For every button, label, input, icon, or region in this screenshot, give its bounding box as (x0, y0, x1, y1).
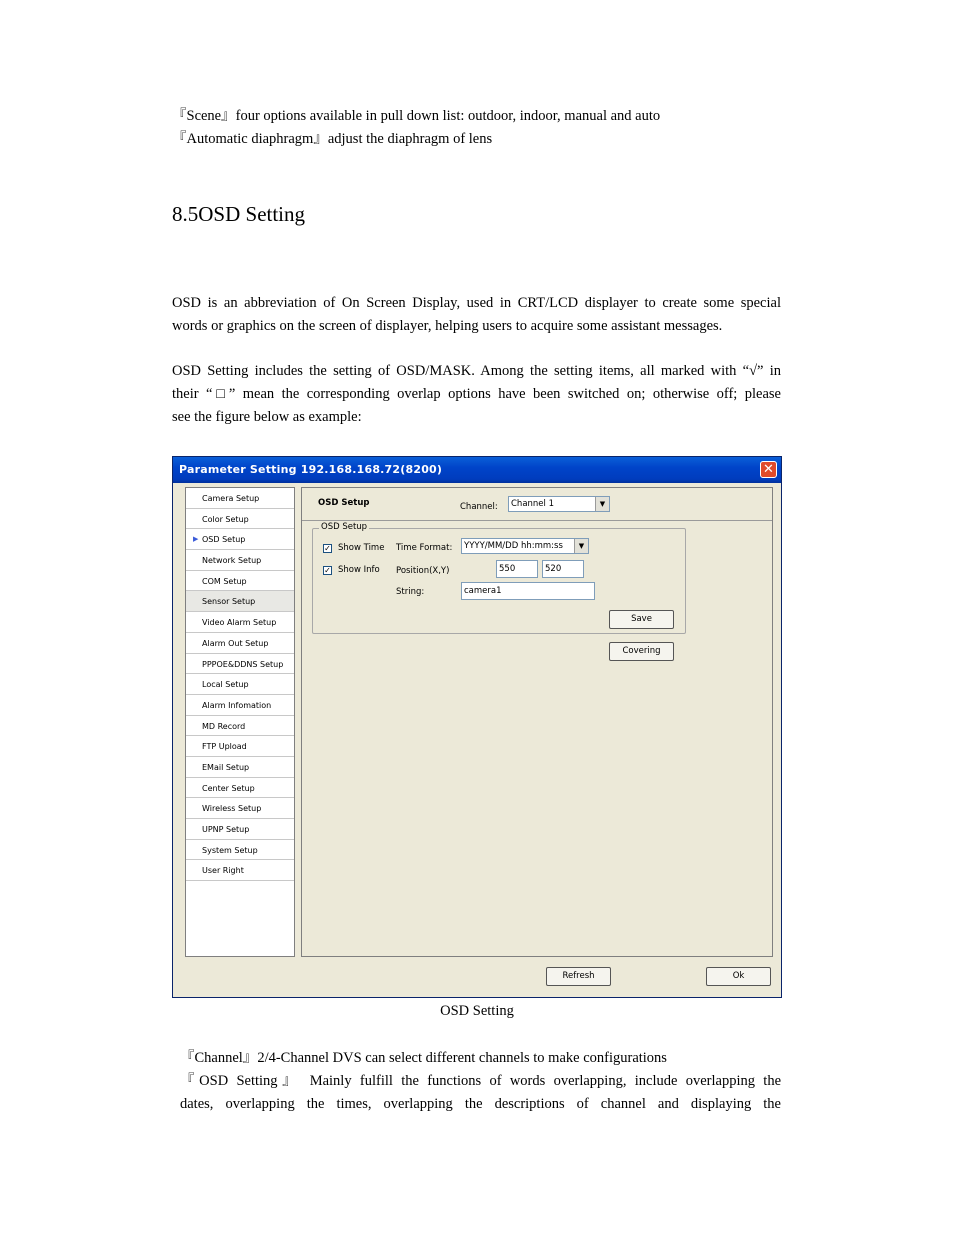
show-info-checkbox[interactable] (323, 566, 332, 575)
show-info-label: Show Info (338, 565, 380, 575)
sidebar-item-label: MD Record (202, 721, 246, 731)
sidebar-item-upnp-setup[interactable] (186, 819, 294, 840)
sidebar-item-label: COM Setup (202, 576, 247, 586)
sidebar-item-pppoe-ddns-setup[interactable] (186, 654, 294, 675)
sidebar-item-sensor-setup[interactable] (186, 591, 294, 612)
channel-description: 『Channel』2/4-Channel DVS can select different channels to make configurations (180, 1050, 667, 1066)
para2-line1: OSD Setting includes the setting of OSD/MASK. Among the setting items, all marked with “√” in (172, 363, 781, 379)
string-value: camera1 (464, 586, 502, 596)
sidebar-item-label: Camera Setup (202, 494, 260, 503)
sidebar-item-local-setup[interactable] (186, 674, 294, 695)
sidebar-item-camera-setup[interactable] (186, 488, 294, 509)
window-title: Parameter Setting 192.168.168.72(8200) (179, 463, 443, 476)
position-label: Position(X,Y) (396, 566, 450, 576)
chevron-down-icon: ▼ (595, 497, 609, 511)
refresh-button[interactable]: Refresh (546, 967, 611, 986)
sidebar-item-label: PPPOE&DDNS Setup (202, 659, 284, 669)
string-label: String: (396, 587, 425, 597)
ok-button[interactable]: Ok (706, 967, 771, 986)
parameter-setting-window (172, 456, 782, 998)
sidebar-item-label: UPNP Setup (202, 825, 250, 834)
time-format-value: YYYY/MM/DD hh:mm:ss (464, 541, 563, 551)
section-title: 8.5OSD Setting (172, 202, 306, 226)
panel-header (302, 488, 772, 521)
selected-arrow-icon: ▶ (193, 535, 199, 544)
diaphragm-line: 『Automatic diaphragm』adjust the diaphragm of lens (172, 131, 493, 147)
sidebar-item-label: Local Setup (202, 680, 249, 690)
sidebar-item-email-setup[interactable] (186, 757, 294, 778)
sidebar-item-center-setup[interactable] (186, 778, 294, 799)
sidebar-item-label: OSD Setup (202, 535, 246, 545)
sidebar-item-label: Network Setup (202, 556, 262, 566)
position-y-input[interactable] (542, 560, 584, 578)
para2-line2: their “□” mean the corresponding overlap options have been switched on; otherwise off; please (172, 386, 781, 402)
position-x-input[interactable] (496, 560, 538, 578)
para1-line2: words or graphics on the screen of displayer, helping users to acquire some assistant messages. (172, 318, 723, 334)
show-time-label: Show Time (338, 543, 385, 553)
sidebar-item-label: Sensor Setup (202, 597, 256, 607)
close-icon: ✕ (763, 462, 774, 477)
para1-line1: OSD is an abbreviation of On Screen Display, used in CRT/LCD displayer to create some special (172, 295, 781, 311)
close-button[interactable] (760, 461, 777, 478)
sidebar-item-network-setup[interactable] (186, 550, 294, 571)
osd-panel (301, 487, 773, 957)
sidebar-item-label: FTP Upload (202, 742, 247, 752)
settings-sidebar (185, 487, 295, 957)
sidebar-item-label: EMail Setup (202, 762, 250, 772)
time-format-label: Time Format: (396, 543, 453, 553)
osd-description-line2: dates, overlapping the times, overlapping the descriptions of channel and displaying the (180, 1096, 781, 1112)
sidebar-item-wireless-setup[interactable] (186, 798, 294, 819)
scene-line: 『Scene』four options available in pull down list: outdoor, indoor, manual and auto (172, 108, 661, 124)
check-icon: ✓ (324, 544, 331, 553)
position-y-value: 520 (545, 564, 562, 574)
save-button[interactable]: Save (609, 610, 674, 629)
show-time-checkbox[interactable] (323, 544, 332, 553)
sidebar-item-label: Color Setup (202, 514, 249, 524)
sidebar-item-label: Center Setup (202, 783, 255, 793)
sidebar-item-label: Video Alarm Setup (202, 618, 277, 628)
panel-title: OSD Setup (318, 498, 370, 508)
covering-button[interactable]: Covering (609, 642, 674, 661)
sidebar-item-label: Alarm Infomation (202, 700, 272, 710)
sidebar-item-alarm-infomation[interactable] (186, 695, 294, 716)
channel-label: Channel: (460, 502, 498, 512)
sidebar-item-ftp-upload[interactable] (186, 736, 294, 757)
sidebar-item-label: Alarm Out Setup (202, 638, 269, 648)
sidebar-item-com-setup[interactable] (186, 571, 294, 592)
para2-line3: see the figure below as example: (172, 409, 362, 425)
sidebar-item-label: System Setup (202, 845, 258, 855)
position-x-value: 550 (499, 564, 516, 574)
sidebar-item-user-right[interactable] (186, 860, 294, 881)
sidebar-item-video-alarm-setup[interactable] (186, 612, 294, 633)
sidebar-item-md-record[interactable] (186, 716, 294, 737)
sidebar-item-label: Wireless Setup (202, 804, 262, 814)
time-format-select[interactable] (461, 538, 589, 554)
osd-description-line1: 『OSD Setting』 Mainly fulfill the functions of words overlapping, include overlapping the (180, 1073, 781, 1089)
window-titlebar (173, 457, 781, 483)
check-icon: ✓ (324, 566, 331, 575)
string-input[interactable] (461, 582, 595, 600)
sidebar-item-alarm-out-setup[interactable] (186, 633, 294, 654)
figure-caption: OSD Setting (440, 1003, 514, 1019)
sidebar-item-color-setup[interactable] (186, 509, 294, 530)
sidebar-item-system-setup[interactable] (186, 840, 294, 861)
group-title: OSD Setup (321, 522, 368, 532)
channel-value: Channel 1 (511, 499, 555, 509)
channel-select[interactable] (508, 496, 610, 512)
sidebar-item-osd-setup[interactable] (186, 529, 294, 550)
sidebar-item-label: User Right (202, 866, 244, 876)
chevron-down-icon: ▼ (574, 539, 588, 553)
